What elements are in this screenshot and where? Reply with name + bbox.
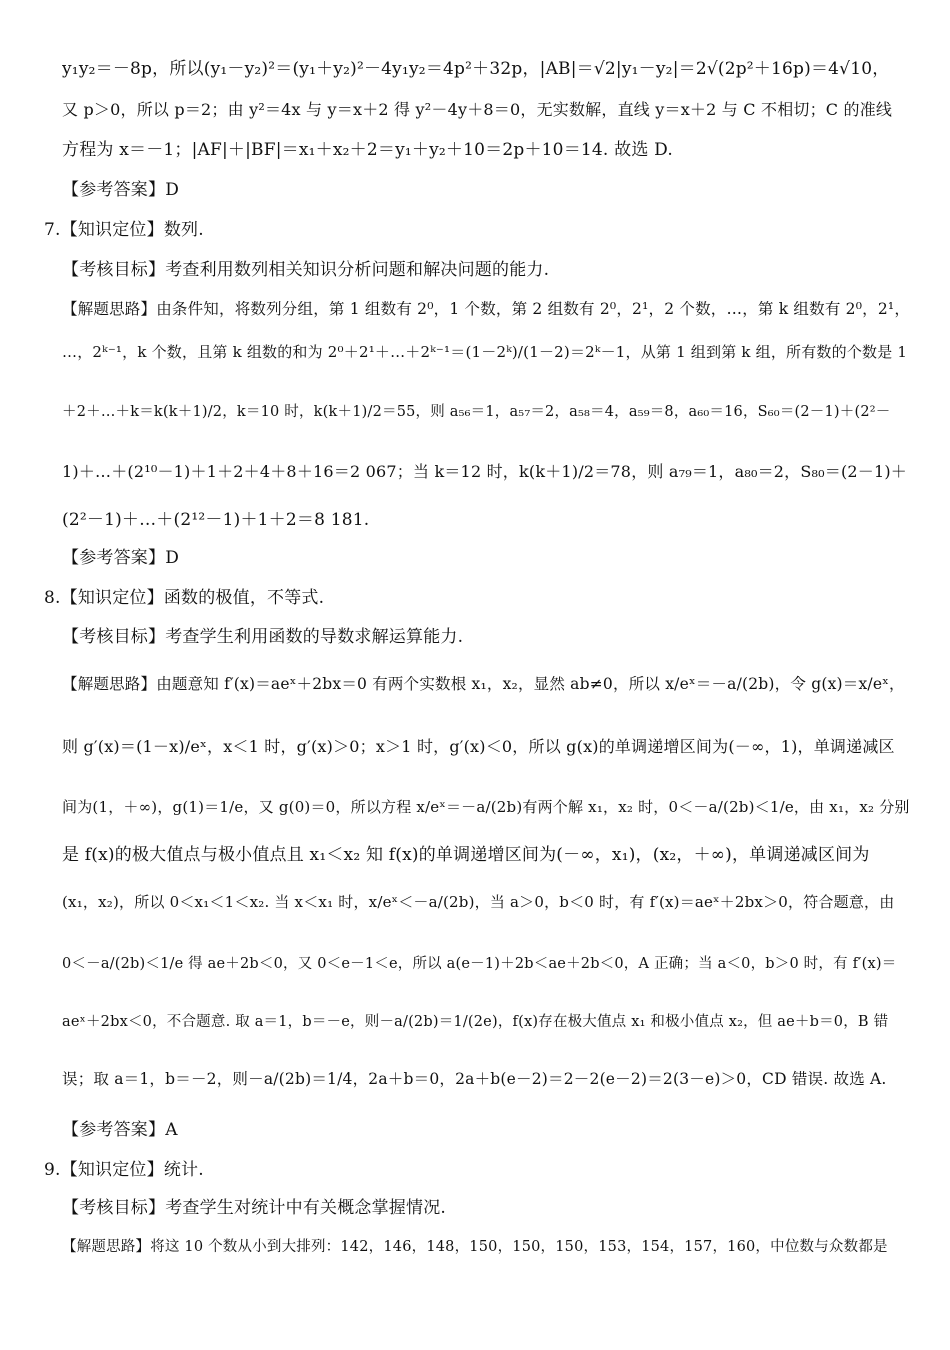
text-line: 【参考答案】D xyxy=(62,180,180,200)
text-line: 0＜－a/(2b)＜1/e 得 ae＋2b＜0，又 0＜e－1＜e，所以 a(e－1)＋2b＜ae＋2b＜0，A 正确；当 a＜0，b＞0 时，有 f′(x)＝ xyxy=(62,956,897,972)
text-line: 则 g′(x)＝(1－x)/eˣ，x＜1 时，g′(x)＞0；x＞1 时，g′(x)＜0，所以 g(x)的单调递增区间为(－∞，1)，单调递减区 xyxy=(62,737,895,756)
text-line: (2²－1)＋…＋(2¹²－1)＋1＋2＝8 181. xyxy=(62,510,370,530)
text-line: 【参考答案】A xyxy=(62,1120,178,1140)
text-line: 9.【知识定位】统计. xyxy=(44,1160,204,1180)
text-line: 【考核目标】考查利用数列相关知识分析问题和解决问题的能力. xyxy=(62,260,550,280)
text-line: …，2ᵏ⁻¹，k 个数，且第 k 组数的和为 2⁰＋2¹＋…＋2ᵏ⁻¹＝(1－2ᵏ)/(1－2)＝2ᵏ－1，从第 1 组到第 k 组，所有数的个数是 1 xyxy=(62,343,908,361)
text-line: 方程为 x＝－1；|AF|＋|BF|＝x₁＋x₂＋2＝y₁＋y₂＋10＝2p＋10＝14. 故选 D. xyxy=(62,140,673,160)
text-line: 【考核目标】考查学生对统计中有关概念掌握情况. xyxy=(62,1198,447,1218)
text-line: 【解题思路】由题意知 f′(x)＝aeˣ＋2bx＝0 有两个实数根 x₁，x₂，显然 ab≠0，所以 x/eˣ＝－a/(2b)，令 g(x)＝x/eˣ， xyxy=(62,675,905,693)
text-line: 8.【知识定位】函数的极值，不等式. xyxy=(44,588,325,608)
text-line: 又 p＞0，所以 p＝2；由 y²＝4x 与 y＝x＋2 得 y²－4y＋8＝0，无实数解，直线 y＝x＋2 与 C 不相切；C 的准线 xyxy=(62,100,893,119)
text-line: 间为(1，＋∞)，g(1)＝1/e，又 g(0)＝0，所以方程 x/eˣ＝－a/(2b)有两个解 x₁，x₂ 时，0＜－a/(2b)＜1/e，由 x₁，x₂ 分别 xyxy=(62,798,910,816)
text-line: y₁y₂＝－8p，所以(y₁－y₂)²＝(y₁＋y₂)²－4y₁y₂＝4p²＋32p，|AB|＝√2|y₁－y₂|＝2√(2p²＋16p)＝4√10， xyxy=(62,59,890,79)
text-line: 1)＋…＋(2¹⁰－1)＋1＋2＋4＋8＋16＝2 067；当 k＝12 时，k(k＋1)/2＝78，则 a₇₉＝1，a₈₀＝2，S₈₀＝(2－1)＋ xyxy=(62,462,908,481)
text-line: 7.【知识定位】数列. xyxy=(44,220,204,240)
text-line: 【解题思路】由条件知，将数列分组，第 1 组数有 2⁰，1 个数，第 2 组数有 2⁰，2¹，2 个数，…，第 k 组数有 2⁰，2¹， xyxy=(62,300,910,318)
text-line: 【考核目标】考查学生利用函数的导数求解运算能力. xyxy=(62,627,464,647)
text-line: 【解题思路】将这 10 个数从小到大排列：142，146，148，150，150，150，153，154，157，160，中位数与众数都是 xyxy=(62,1239,888,1255)
text-line: 是 f(x)的极大值点与极小值点且 x₁＜x₂ 知 f(x)的单调递增区间为(－∞，x₁)，(x₂，＋∞)，单调递减区间为 xyxy=(62,845,870,865)
text-line: 误；取 a＝1，b＝－2，则－a/(2b)＝1/4，2a＋b＝0，2a＋b(e－2)＝2－2(e－2)＝2(3－e)＞0，CD 错误. 故选 A. xyxy=(62,1070,887,1088)
text-line: (x₁，x₂)，所以 0＜x₁＜1＜x₂. 当 x＜x₁ 时，x/eˣ＜－a/(2b)，当 a＞0，b＜0 时，有 f′(x)＝aeˣ＋2bx＞0，符合题意，由 xyxy=(62,893,895,911)
text-line: 【参考答案】D xyxy=(62,548,180,568)
text-line: aeˣ＋2bx＜0，不合题意. 取 a＝1，b＝－e，则－a/(2b)＝1/(2e)，f(x)存在极大值点 x₁ 和极小值点 x₂，但 ae＋b＝0，B 错 xyxy=(62,1014,889,1030)
text-line: ＋2＋…＋k＝k(k＋1)/2，k＝10 时，k(k＋1)/2＝55，则 a₅₆＝1，a₅₇＝2，a₅₈＝4，a₅₉＝8，a₆₀＝16，S₆₀＝(2－1)＋(2²－ xyxy=(62,404,891,420)
